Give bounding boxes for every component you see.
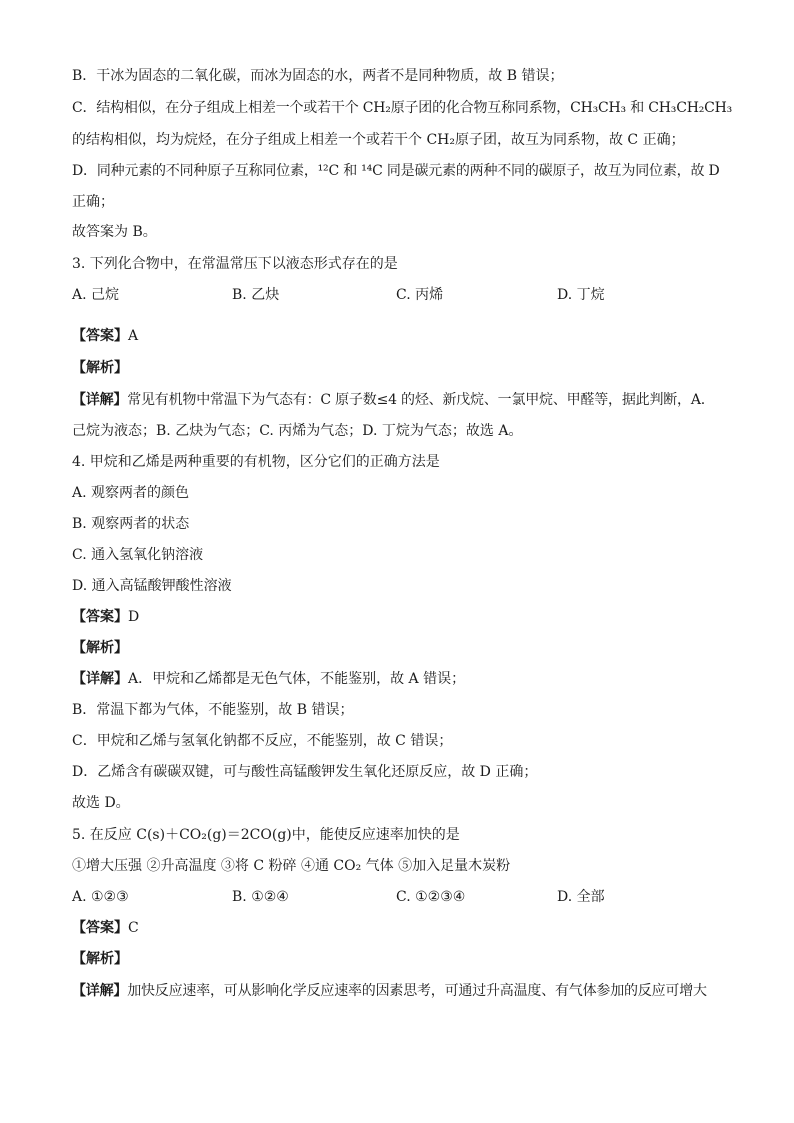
q5-conditions: ①增大压强 ②升高温度 ③将 C 粉碎 ④通 CO₂ 气体 ⑤加入足量木炭粉 [72,858,511,874]
q4-detail-line-b: B．常温下都为气体，不能鉴别，故 B 错误； [72,702,354,718]
q4-option-c: C. 通入氢氧化钠溶液 [72,547,204,563]
q5-option-a: A. ①②③ [72,889,129,905]
q4-detail-line-a [72,669,732,689]
q5-answer-value: C [128,920,139,936]
q5-option-b: B. ①②④ [232,889,289,905]
prev-answer-conclusion: 故答案为 B。 [72,224,157,240]
q5-detail-text1: 加快反应速率，可从影响化学反应速率的因素思考，可通过升高温度、有气体参加的反应可增大 [127,983,707,999]
q4-detail-a: A．甲烷和乙烯都是无色气体，不能鉴别，故 A 错误； [128,671,466,687]
detail-tag: 【详解】 [72,392,128,408]
q3-detail-line1 [72,390,732,410]
q3-answer-value: A [128,328,139,344]
answer-tag: 【答案】 [72,328,128,344]
q3-detail-text1: 常见有机物中常温下为气态有：C 原子数≤4 的烃、新戊烷、一氯甲烷、甲醛等，据此判断，A. [127,392,706,408]
q4-conclusion: 故选 D。 [72,795,130,811]
detail-tag: 【详解】 [72,983,128,999]
q3-analysis-tag [72,358,732,378]
analysis-tag: 【解析】 [72,640,128,656]
q3-option-c: C. 丙烯 [396,287,444,303]
analysis-tag: 【解析】 [72,360,128,376]
q4-answer-value: D [128,609,140,625]
q5-answer [72,918,732,938]
q4-detail-line-d: D．乙烯含有碳碳双键，可与酸性高锰酸钾发生氧化还原反应，故 D 正确； [72,764,538,780]
q3-answer [72,326,732,346]
q3-option-b: B. 乙炔 [232,287,280,303]
q5-analysis-tag [72,949,732,969]
prev-answer-option-c-line1: C．结构相似，在分子组成上相差一个或若干个 CH₂原子团的化合物互称同系物，CH₃CH₃ 和 CH₃CH₂CH₃ [72,100,733,116]
prev-answer-option-b: B．干冰为固态的二氧化碳，而冰为固态的水，两者不是同种物质，故 B 错误； [72,68,564,84]
answer-tag: 【答案】 [72,920,128,936]
q3-option-a: A. 己烷 [72,287,120,303]
q3-stem: 3. 下列化合物中，在常温常压下以液态形式存在的是 [72,256,398,272]
q4-detail-line-c: C．甲烷和乙烯与氢氧化钠都不反应，不能鉴别，故 C 错误； [72,733,453,749]
q4-option-a: A. 观察两者的颜色 [72,485,190,501]
analysis-tag: 【解析】 [72,951,128,967]
q3-option-d: D. 丁烷 [557,287,605,303]
q3-detail-line2: 己烷为液态；B. 乙炔为气态；C. 丙烯为气态；D. 丁烷为气态；故选 A。 [72,423,523,439]
q4-answer [72,607,732,627]
prev-answer-option-d-line1: D．同种元素的不同种原子互称同位素，¹²C 和 ¹⁴C 同是碳元素的两种不同的碳原子，故互为同位素，故 D [72,163,720,179]
q4-option-b: B. 观察两者的状态 [72,516,190,532]
q4-option-d: D. 通入高锰酸钾酸性溶液 [72,578,232,594]
prev-answer-option-d-line2: 正确； [72,194,114,210]
answer-tag: 【答案】 [72,609,128,625]
q5-option-c: C. ①②③④ [396,889,466,905]
q5-option-d: D. 全部 [557,889,605,905]
detail-tag: 【详解】 [72,671,128,687]
q5-detail-line1 [72,981,732,1001]
q5-stem: 5. 在反应 C(s)＋CO₂(g)＝2CO(g)中，能使反应速率加快的是 [72,827,460,843]
prev-answer-option-c-line2: 的结构相似，均为烷烃，在分子组成上相差一个或若干个 CH₂原子团，故互为同系物，故 C 正确； [72,132,685,148]
q4-analysis-tag [72,638,732,658]
q4-stem: 4. 甲烷和乙烯是两种重要的有机物，区分它们的正确方法是 [72,454,440,470]
